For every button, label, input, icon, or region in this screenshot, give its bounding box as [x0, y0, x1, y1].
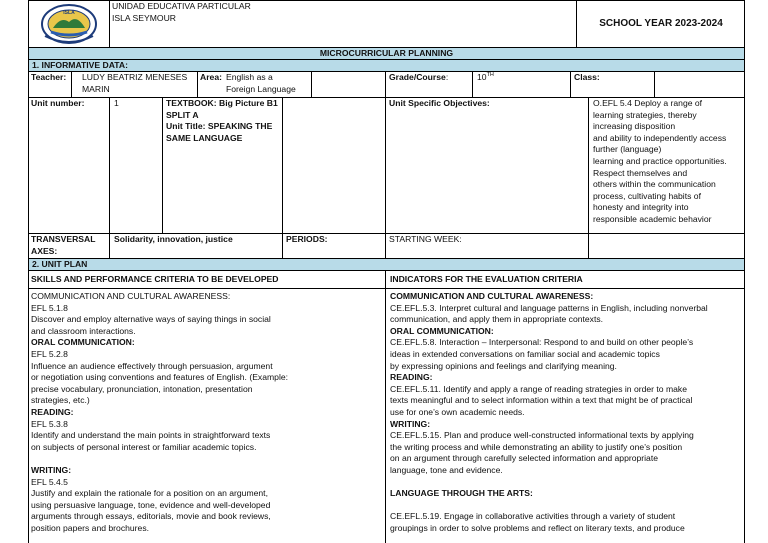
- skill-line: Discover and employ alternative ways of saying things in social: [31, 314, 271, 325]
- indicator-line: groupings in order to solve problems and reflect on literary texts, and produce: [390, 522, 685, 533]
- school-year: SCHOOL YEAR 2023-2024: [599, 18, 723, 29]
- skill-line: WRITING:: [31, 464, 72, 475]
- section2-heading: 2. UNIT PLAN: [28, 259, 745, 271]
- teacher-name-cell: [72, 72, 198, 98]
- teacher-name-line2: MARIN: [82, 83, 110, 94]
- skills-cell: [28, 289, 386, 543]
- skill-line: EFL 5.4.5: [31, 476, 68, 487]
- objective-line: Respect themselves and: [593, 167, 688, 178]
- skill-line: Justify and explain the rationale for a position on an argument,: [31, 488, 268, 499]
- indicators-header: INDICATORS FOR THE EVALUATION CRITERIA: [390, 274, 583, 284]
- indicator-line: use for one’s own academic needs.: [390, 406, 525, 417]
- objective-line: further (language): [593, 144, 662, 155]
- objective-line: honesty and integrity into: [593, 202, 689, 213]
- textbook-line4: SAME LANGUAGE: [166, 132, 243, 143]
- grade-value-cell: [473, 72, 571, 98]
- indicator-line: COMMUNICATION AND CULTURAL AWARENESS:: [390, 291, 594, 301]
- skill-line: [31, 453, 385, 465]
- objective-line: increasing disposition: [593, 121, 676, 132]
- transversal-label-cell: [28, 234, 110, 259]
- indicator-line: language, tone and evidence.: [390, 464, 503, 475]
- indicator-line: CE.EFL.5.3. Interpret cultural and language patterns in English, including nonverbal: [390, 302, 708, 313]
- indicator-line: WRITING:: [390, 418, 431, 429]
- indicator-line: texts meaningful and to select information within a text that might be of practical: [390, 395, 693, 406]
- starting-week-label: STARTING WEEK:: [386, 234, 589, 259]
- skill-line: EFL 5.1.8: [31, 302, 68, 313]
- skill-line: or negotiation using conventions and features of English. (Example:: [31, 372, 289, 383]
- indicator-line: CE.EFL.5.8. Interaction – Interpersonal: Respond to and build on other people’s: [390, 337, 694, 348]
- logo-cell: [28, 0, 110, 48]
- objective-line: responsible academic behavior: [593, 213, 712, 224]
- area-value-cell: [226, 72, 312, 98]
- school-info-cell: [110, 1, 577, 48]
- textbook-line1: TEXTBOOK: Big Picture B1: [166, 98, 278, 108]
- unit-number-label: Unit number:: [28, 98, 110, 234]
- indicator-line: [390, 477, 745, 489]
- school-name: UNIDAD EDUCATIVA PARTICULAR: [112, 1, 251, 11]
- blank-cell-a: [312, 72, 386, 98]
- indicators-cell: [386, 289, 745, 543]
- skills-header: SKILLS AND PERFORMANCE CRITERIA TO BE DEVELOPED: [28, 271, 386, 289]
- indicator-line: CE.EFL.5.15. Plan and produce well-constructed informational texts by applying: [390, 430, 694, 441]
- objectives-label: Unit Specific Objectives:: [386, 98, 589, 234]
- indicator-line: CE.EFL.5.19. Engage in collaborative activities through a variety of student: [390, 511, 676, 522]
- skill-line: Identify and understand the main points in straightforward texts: [31, 430, 271, 441]
- objective-line: learning and practice opportunities.: [593, 155, 727, 166]
- planning-document: [28, 0, 745, 543]
- indicator-line: LANGUAGE THROUGH THE ARTS:: [390, 488, 533, 499]
- area-value-line2: Foreign Language: [226, 83, 296, 94]
- indicator-line: READING:: [390, 372, 433, 383]
- objective-line: process, cultivating habits of: [593, 190, 701, 201]
- indicator-line: the writing process and while demonstrating an ability to justify one’s position: [390, 441, 683, 452]
- area-value-line1: English as a: [226, 72, 273, 82]
- transversal-label-line1: TRANSVERSAL: [31, 234, 96, 244]
- grade-value: 10: [477, 72, 487, 82]
- objective-line: learning strategies, thereby: [593, 109, 697, 120]
- objective-line: O.EFL 5.4 Deploy a range of: [593, 98, 703, 108]
- objective-line: and ability to independently access: [593, 132, 727, 143]
- indicator-line: CE.EFL.5.11. Identify and apply a range of reading strategies in order to make: [390, 383, 687, 394]
- indicator-line: ORAL COMMUNICATION:: [390, 325, 494, 336]
- skill-line: on subjects of personal interest or familiar academic topics.: [31, 441, 257, 452]
- skill-line: strategies, etc.): [31, 395, 90, 406]
- objectives-cell: [589, 98, 745, 234]
- class-label: Class:: [571, 72, 655, 98]
- blank-cell-b: [283, 98, 386, 234]
- skill-line: position papers and brochures.: [31, 522, 150, 533]
- textbook-line2: SPLIT A: [166, 109, 199, 120]
- svg-text:ISLA: ISLA: [63, 10, 75, 16]
- skill-line: COMMUNICATION AND CULTURAL AWARENESS:: [31, 291, 231, 301]
- indicator-line: by expressing opinions and feelings and clarifying meaning.: [390, 360, 617, 371]
- skill-line: READING:: [31, 406, 74, 417]
- grade-label: Grade/Course: [389, 72, 446, 82]
- teacher-label-cell: Teacher:: [28, 72, 72, 98]
- school-location: ISLA SEYMOUR: [112, 12, 176, 23]
- transversal-value: Solidarity, innovation, justice: [110, 234, 283, 259]
- periods-label: PERIODS:: [283, 234, 386, 259]
- document-title: MICROCURRICULAR PLANNING: [28, 48, 745, 60]
- teacher-name-line1: LUDY BEATRIZ MENESES: [82, 72, 188, 82]
- indicator-line: communication, and apply them in appropriate contexts.: [390, 314, 604, 325]
- skill-line: using persuasive language, tone, evidence and well-developed: [31, 499, 271, 510]
- indicator-line: [390, 500, 745, 512]
- skill-line: and classroom interactions.: [31, 325, 136, 336]
- transversal-label-line2: AXES:: [31, 245, 58, 256]
- school-logo: [39, 2, 99, 46]
- textbook-line3: Unit Title: SPEAKING THE: [166, 121, 273, 132]
- grade-sup: TH: [486, 72, 494, 79]
- skill-line: Influence an audience effectively through persuasion, argument: [31, 360, 273, 371]
- objective-line: others within the communication: [593, 179, 716, 190]
- skill-line: EFL 5.3.8: [31, 418, 68, 429]
- skill-line: precise vocabulary, pronunciation, intonation, presentation: [31, 383, 253, 394]
- skill-line: EFL 5.2.8: [31, 348, 68, 359]
- grade-label-cell: Grade/Course:: [386, 72, 473, 98]
- skill-line: ORAL COMMUNICATION:: [31, 337, 135, 348]
- unit-number-value: 1: [110, 98, 163, 234]
- textbook-cell: [163, 98, 283, 234]
- skill-line: arguments through essays, editorials, movie and book reviews,: [31, 511, 271, 522]
- area-label: Area:: [200, 72, 222, 82]
- section1-heading: 1. INFORMATIVE DATA:: [28, 60, 745, 72]
- teacher-label: Teacher: [31, 72, 64, 82]
- indicator-line: ideas in extended conversations on familiar social and academic topics: [390, 348, 660, 359]
- indicator-line: on an argument through carefully selected information and appropriate: [390, 453, 659, 464]
